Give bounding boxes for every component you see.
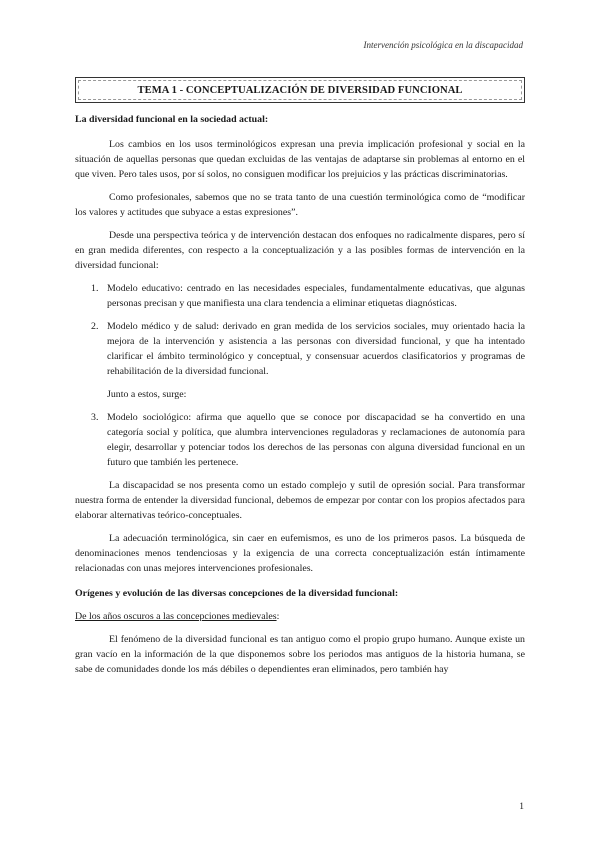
- document-body: [75, 112, 525, 677]
- paragraph-3: Desde una perspectiva teórica y de intervención destacan dos enfoques no radicalmente dispares, pero sí en gran medida diferentes, con respecto a la conceptualización y a las posibles formas de intervención en la diversidad funcional:: [75, 230, 525, 271]
- paragraph-1: Los cambios en los usos terminológicos expresan una previa implicación profesional y social en la situación de aquellas personas que quedan excluidas de las ventajas de adaptarse sin problemas al entorno en el que viven. Pero tales usos, por sí solos, no consiguen modificar los prejuicios y las prácticas discriminatorias.: [75, 139, 525, 180]
- transition-text: Junto a estos, surge:: [107, 389, 187, 400]
- subsection-colon: :: [276, 611, 280, 622]
- subsection-heading-text: De los años oscuros a las concepciones medievales: [75, 611, 277, 622]
- chapter-title: TEMA 1 - CONCEPTUALIZACIÓN DE DIVERSIDAD FUNCIONAL: [75, 77, 525, 103]
- paragraph-6: El fenómeno de la diversidad funcional es tan antiguo como el propio grupo humano. Aunque existe un gran vacío en la información de la que disponemos sobre los periodos mas antiguos de la historia humana, se sabe de comunidades donde los más débiles o dependientes eran eliminados, pero también hay: [75, 634, 525, 675]
- page-number: 1: [519, 802, 524, 812]
- paragraph-2: Como profesionales, sabemos que no se trata tanto de una cuestión terminológica como de “modificar los valores y actitudes que subyace a estas expresiones”.: [75, 192, 525, 218]
- list-number: 1.: [91, 283, 99, 294]
- paragraph-4: La discapacidad se nos presenta como un estado complejo y sutil de opresión social. Para transformar nuestra forma de entender la diversidad funcional, debemos de empezar por contar con los propios afectados para elaborar alternativas teórico-conceptuales.: [75, 480, 525, 521]
- list-item-modelo-educativo: [75, 281, 525, 311]
- paragraph-5: La adecuación terminológica, sin caer en eufemismos, es uno de los primeros pasos. La búsqueda de denominaciones menos tendenciosas y la exigencia de una correcta conceptualización están íntimamente relacionadas con unas mejores intervenciones profesionales.: [75, 533, 525, 574]
- list-item-text: Modelo médico y de salud: derivado en gran medida de los servicios sociales, muy orientado hacia la mejora de la intervención y asistencia a las personas con diversidad funcional, y que ha intentado clarificar el ámbito terminológico y conceptual, y consensuar acuerdos clasificatorios y programas de rehabilitación de la diversidad funcional.: [107, 321, 525, 377]
- list-item-text: Modelo educativo: centrado en las necesidades especiales, fundamentalmente educativas, que algunas personas precisan y que manifiesta una clara tendencia a eliminar etiquetas diagnósticas.: [107, 283, 525, 309]
- list-item-modelo-medico: [75, 319, 525, 379]
- list-number: 3.: [91, 412, 99, 423]
- section-heading-origenes: Orígenes y evolución de las diversas concepciones de la diversidad funcional:: [75, 588, 399, 599]
- list-number: 2.: [91, 321, 99, 332]
- section-heading-sociedad-actual: La diversidad funcional en la sociedad actual:: [75, 114, 269, 125]
- subsection-heading: [75, 609, 525, 624]
- list-item-text: Modelo sociológico: afirma que aquello que se conoce por discapacidad se ha convertido en una categoría social y política, que alumbra intervenciones reguladoras y reclamaciones de autonomía para elegir, desarrollar y potenciar todos los derechos de las personas con alguna diversidad funcional en un futuro que también les pertenece.: [107, 412, 525, 468]
- list-item-modelo-sociologico: [75, 410, 525, 470]
- running-header: Intervención psicológica en la discapacidad: [363, 40, 523, 50]
